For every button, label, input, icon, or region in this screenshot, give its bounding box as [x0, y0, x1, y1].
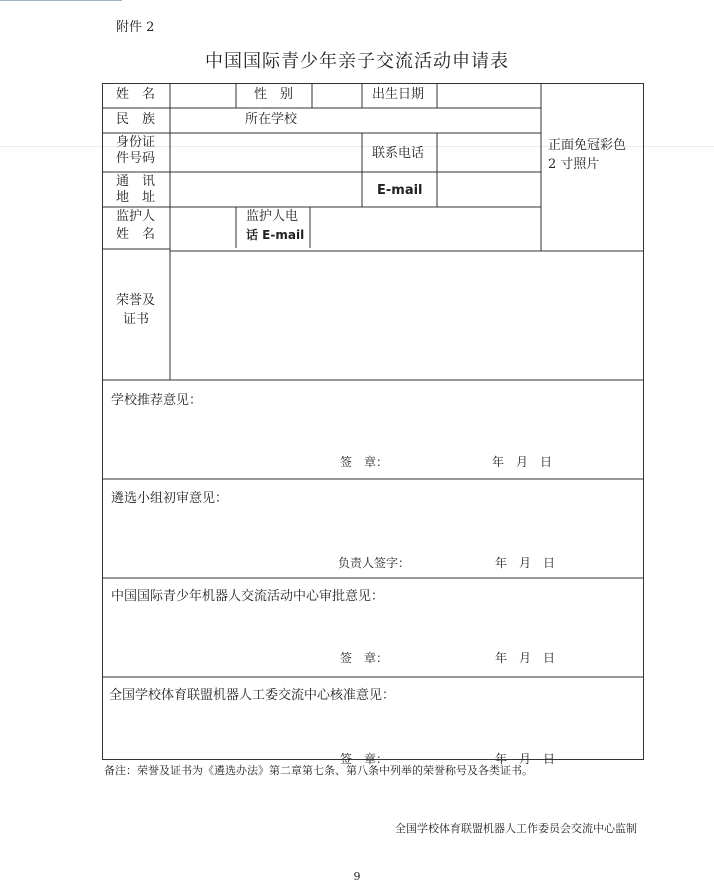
label-guardian-name-2: 姓 名: [116, 227, 156, 242]
school-opinion-label: 学校推荐意见：: [111, 393, 203, 408]
label-honors-2: 证书: [123, 312, 150, 327]
application-form-table: [102, 83, 644, 766]
label-guardian-contact-2: 话 E-mail: [246, 228, 305, 242]
label-address-2: 地 址: [116, 190, 156, 205]
label-birth-date: 出生日期: [372, 87, 425, 102]
label-email: E-mail: [377, 183, 423, 198]
label-ethnicity: 民 族: [116, 112, 156, 127]
center-approval-sign: 签 章：: [340, 651, 389, 665]
alliance-approval-date: 年 月 日: [495, 752, 556, 766]
center-approval-label: 中国国际青少年机器人交流活动中心审批意见：: [111, 589, 385, 604]
selection-opinion-sign: 负责人签字：: [338, 556, 411, 570]
supervisor-line: 全国学校体育联盟机器人工作委员会交流中心监制: [395, 822, 637, 835]
form-title: 中国国际青少年亲子交流活动申请表: [205, 51, 509, 72]
photo-note-1: 正面免冠彩色: [548, 138, 627, 153]
label-id-number-2: 件号码: [116, 151, 156, 166]
page-number: 9: [353, 870, 361, 883]
label-gender: 性 别: [254, 87, 294, 102]
school-opinion-sign: 签 章：: [340, 455, 389, 469]
selection-opinion-date: 年 月 日: [495, 556, 556, 570]
attachment-label: 附件 2: [116, 20, 155, 35]
footnote: 备注：荣誉及证书为《遴选办法》第二章第七条、第八条中列举的荣誉称号及各类证书。: [104, 764, 533, 777]
scan-edge-line: [0, 0, 122, 1]
selection-opinion-label: 遴选小组初审意见：: [111, 491, 229, 506]
label-name: 姓 名: [116, 87, 156, 102]
label-phone: 联系电话: [372, 146, 425, 161]
alliance-approval-label: 全国学校体育联盟机器人工委交流中心核准意见：: [109, 688, 396, 703]
label-guardian-contact-1: 监护人电: [246, 209, 299, 224]
label-guardian-name-1: 监护人: [116, 209, 156, 224]
center-approval-date: 年 月 日: [495, 651, 556, 665]
label-school: 所在学校: [245, 112, 298, 127]
label-id-number-1: 身份证: [116, 135, 156, 150]
photo-note-2: 2 寸照片: [548, 157, 600, 172]
school-opinion-date: 年 月 日: [492, 455, 553, 469]
label-honors-1: 荣誉及: [116, 293, 156, 308]
alliance-approval-sign: 签 章：: [340, 752, 389, 766]
label-address-1: 通 讯: [116, 174, 156, 189]
